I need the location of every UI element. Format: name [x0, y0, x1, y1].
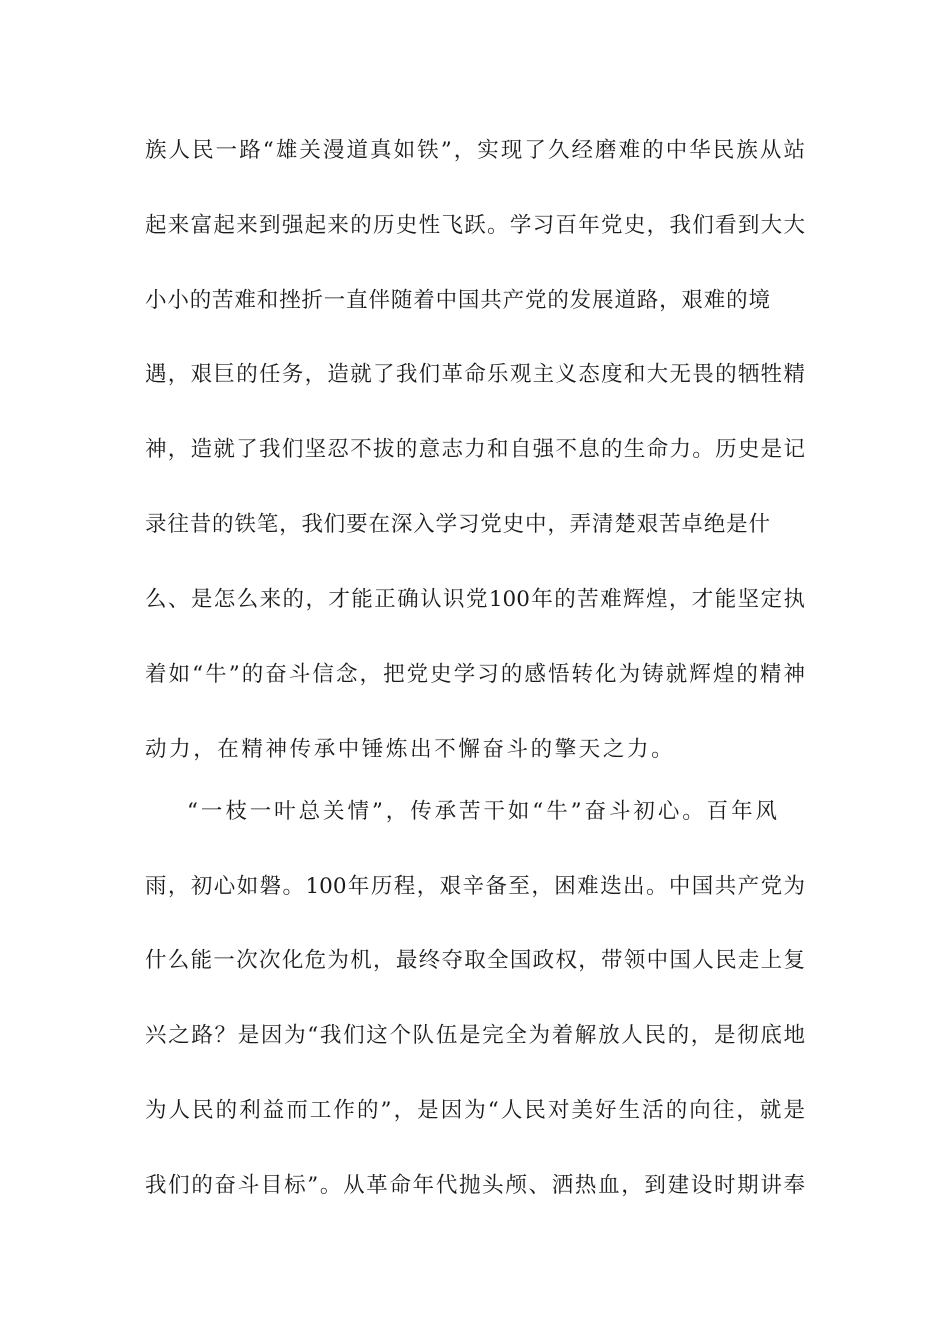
- text-line: 什么能一次次化危为机，最终夺取全国政权，带领中国人民走上复: [145, 948, 805, 973]
- text-line: 为人民的利益而工作的”，是因为“人民对美好生活的向往，就是: [145, 1098, 805, 1123]
- text-line: 我们的奋斗目标”。从革命年代抛头颅、洒热血，到建设时期讲奉: [145, 1173, 805, 1198]
- text-line: 兴之路？是因为“我们这个队伍是完全为着解放人民的，是彻底地: [145, 1023, 805, 1048]
- text-line: 族人民一路“雄关漫道真如铁”，实现了久经磨难的中华民族从站: [145, 138, 805, 163]
- text-line: 动力，在精神传承中锤炼出不懈奋斗的擎天之力。: [145, 737, 676, 762]
- text-line: 雨，初心如磐。100年历程，艰辛备至，困难迭出。中国共产党为: [145, 874, 805, 899]
- text-line: 神，造就了我们坚忍不拔的意志力和自强不息的生命力。历史是记: [145, 437, 805, 462]
- text-line: 遇，艰巨的任务，造就了我们革命乐观主义态度和大无畏的牺牲精: [145, 362, 805, 387]
- text-line: 么、是怎么来的，才能正确认识党100年的苦难辉煌，才能坚定执: [145, 587, 805, 612]
- text-line: 录往昔的铁笔，我们要在深入学习党史中，弄清楚艰苦卓绝是什: [145, 512, 770, 537]
- text-line: 起来富起来到强起来的历史性飞跃。学习百年党史，我们看到大大: [145, 213, 805, 238]
- text-line: 着如“牛”的奋斗信念，把党史学习的感悟转化为铸就辉煌的精神: [145, 662, 805, 687]
- text-line: 小小的苦难和挫折一直伴随着中国共产党的发展道路，艰难的境: [145, 288, 770, 313]
- paragraph-first-line: “一枝一叶总关情”，传承苦干如“牛”奋斗初心。百年风: [187, 799, 777, 824]
